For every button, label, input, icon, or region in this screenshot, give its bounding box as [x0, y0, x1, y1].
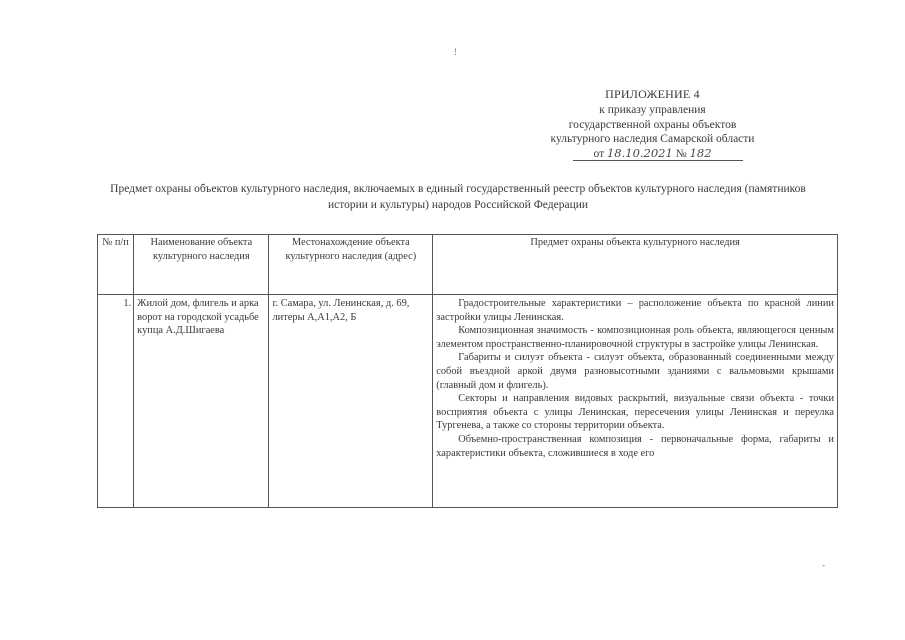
header-address: Местонахождение объекта культурного наследия (адрес) — [269, 235, 433, 295]
description-paragraph: Объемно-пространственная композиция - первоначальные форма, габариты и характеристики объекта, сложившиеся в ходе его — [436, 433, 834, 459]
appendix-title: ПРИЛОЖЕНИЕ 4 — [605, 87, 700, 101]
description-paragraph: Секторы и направления видовых раскрытий, визуальные связи объекта - точки восприятия объекта с улицы Ленинская, пересечения улицы Ленинская и переулка Тургенева, а также со стороны территории объекта. — [436, 393, 834, 432]
order-number: 182 — [689, 146, 712, 161]
heritage-table — [97, 234, 838, 508]
document-heading: Предмет охраны объектов культурного наследия, включаемых в единый государственный реестр объектов культурного наследия (памятников истории и культуры) народов Российской Федерации — [110, 183, 806, 211]
signature-underline — [573, 160, 743, 161]
table-header-row — [98, 235, 838, 295]
row-number: 1. — [98, 295, 134, 508]
from-prefix: от — [593, 148, 605, 161]
description-paragraph: Габариты и силуэт объекта - силуэт объекта, образованный соединенными между собой въездной аркой двумя разновысотными зданиями с вальмовыми крышами (главный дом и флигель). — [436, 352, 834, 391]
appendix-line-2: государственной охраны объектов — [568, 118, 737, 131]
number-sign: № — [675, 148, 687, 161]
object-name: Жилой дом, флигель и арка ворот на городской усадьбе купца А.Д.Шигаева — [134, 295, 269, 508]
order-date-line — [540, 146, 765, 164]
header-protection-subject: Предмет охраны объекта культурного наследия — [433, 235, 838, 295]
order-date: 18.10.2021 — [606, 146, 673, 161]
description-paragraph: Композиционная значимость - композиционная роль объекта, являющегося ценным элементом пространственно-планировочной структуры в застройке улицы Ленинская. — [436, 325, 834, 350]
table-row — [98, 295, 838, 508]
scan-mark-top: ! — [454, 47, 457, 57]
protection-description — [433, 295, 838, 508]
header-name: Наименование объекта культурного наследия — [134, 235, 269, 295]
object-address: г. Самара, ул. Ленинская, д. 69, литеры А,А1,А2, Б — [269, 295, 433, 508]
scan-mark-bottom: - — [822, 560, 825, 570]
header-number: № п/п — [98, 235, 134, 295]
appendix-line-1: к приказу управления — [599, 104, 706, 117]
appendix-block — [540, 87, 765, 164]
description-paragraph: Градостроительные характеристики – расположение объекта по красной линии застройки улицы Ленинская. — [436, 298, 834, 323]
appendix-line-3: культурного наследия Самарской области — [550, 132, 755, 145]
